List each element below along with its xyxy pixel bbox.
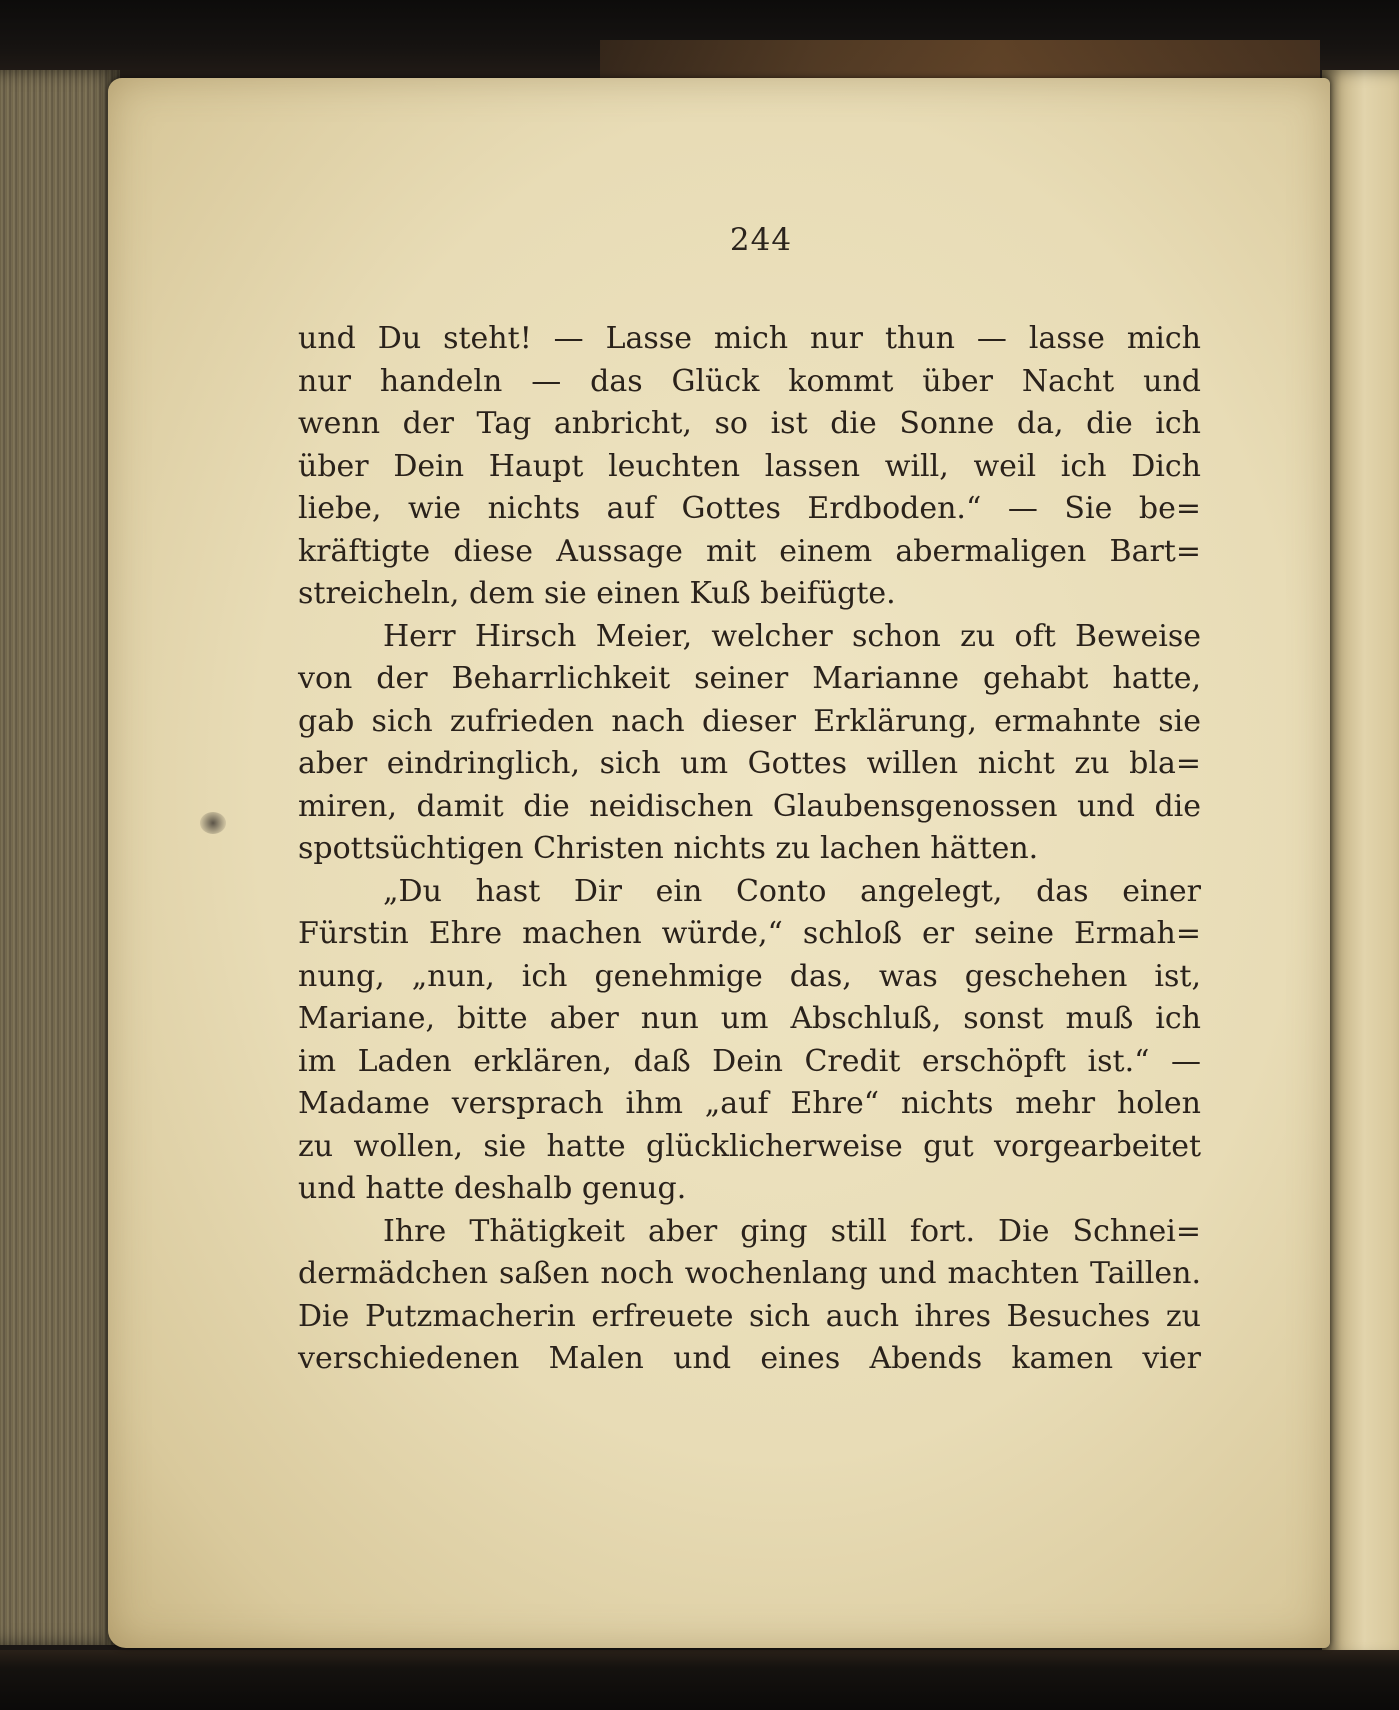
text-line: verschiedenen Malen und eines Abends kamen vier	[298, 1341, 1201, 1376]
text-line: wenn der Tag anbricht, so ist die Sonne da, die ich	[298, 406, 1201, 441]
text-line: von der Beharrlichkeit seiner Marianne gehabt hatte,	[298, 661, 1201, 696]
text-line: aber eindringlich, sich um Gottes willen nicht zu bla=	[298, 746, 1201, 781]
text-line: spottsüchtigen Christen nichts zu lachen hätten.	[298, 831, 1039, 866]
text-line: nung, „nun, ich genehmige das, was geschehen ist,	[298, 958, 1201, 994]
text-line: über Dein Haupt leuchten lassen will, weil ich Dich	[298, 448, 1201, 484]
text-line: streicheln, dem sie einen Kuß beifügte.	[298, 576, 896, 611]
text-line: Herr Hirsch Meier, welcher schon zu oft Beweise	[383, 618, 1201, 654]
text-line: miren, damit die neidischen Glaubensgenossen und die	[298, 788, 1201, 824]
bottom-binding	[0, 1650, 1399, 1710]
text-line: kräftigte diese Aussage mit einem abermaligen Bart=	[298, 533, 1201, 569]
text-line: Fürstin Ehre machen würde,“ schloß er seine Ermah=	[298, 916, 1201, 951]
text-line: gab sich zufrieden nach dieser Erklärung, ermahnte sie	[298, 703, 1201, 739]
text-line: dermädchen saßen noch wochenlang und machten Taillen.	[298, 1256, 1201, 1291]
text-line: Mariane, bitte aber nun um Abschluß, sonst muß ich	[298, 1001, 1201, 1036]
text-line: „Du hast Dir ein Conto angelegt, das einer	[383, 873, 1201, 909]
text-line: und Du steht! — Lasse mich nur thun — lasse mich	[298, 321, 1201, 356]
text-line: Ihre Thätigkeit aber ging still fort. Die Schnei=	[383, 1213, 1201, 1249]
right-gutter	[1322, 70, 1399, 1660]
page-edges	[0, 70, 120, 1645]
text-line: liebe, wie nichts auf Gottes Erdboden.“ — Sie be=	[298, 491, 1201, 526]
text-line: Madame versprach ihm „auf Ehre“ nichts mehr holen	[298, 1086, 1201, 1121]
text-line: im Laden erklären, daß Dein Credit erschöpft ist.“ —	[298, 1043, 1201, 1079]
ink-spot	[200, 812, 226, 834]
text-line: Die Putzmacherin erfreuete sich auch ihres Besuches zu	[298, 1298, 1201, 1334]
binding-tape	[600, 40, 1320, 78]
text-line: und hatte deshalb genug.	[298, 1171, 687, 1206]
text-line: zu wollen, sie hatte glücklicherweise gut vorgearbeitet	[298, 1128, 1201, 1164]
page-number: 244	[729, 222, 793, 258]
text-line: nur handeln — das Glück kommt über Nacht und	[298, 363, 1201, 399]
body-text	[298, 318, 1201, 1381]
